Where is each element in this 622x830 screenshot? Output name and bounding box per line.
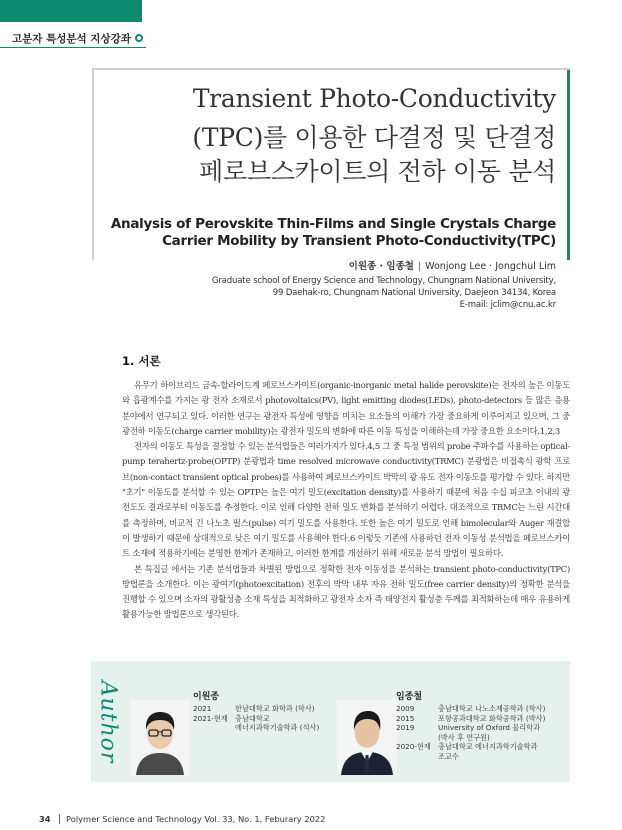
subtitle-line-2: Carrier Mobility by Transient Photo-Conductivity(TPC) — [162, 233, 556, 249]
cv-text: (박사 후 연구원) — [438, 732, 490, 742]
author-photo-1 — [130, 700, 190, 775]
affiliation-line-1: Graduate school of Energy Science and Technology, Chungnam National University, — [211, 276, 556, 286]
cv-year — [396, 733, 438, 743]
footer-divider — [59, 814, 61, 824]
author-1-name: 이원종 — [193, 692, 220, 702]
paragraph: 본 특집글 에서는 기존 분석법들과 차별된 방법으로 정확한 전자 이동성을 분석하는 transient photo-conductivity(TPC) 방법론을 소개한다. 이는 광여기(photoexcitation) 전후의 박막 내부 자유 전하 밀도(free carrier density)의 정확한 분석을 진행할 수 있으며 소자의 광활성층 소재 특성을 최적화하고 광전자 소자 즉 태양전지 활성층 두께를 최적화하는데 매우 유용하게 활용가능한 방법론으로 생각된다. — [122, 563, 570, 620]
author-names-english: Wonjong Lee · Jongchul Lim — [425, 261, 556, 272]
series-header — [0, 28, 143, 48]
cv-row — [396, 723, 545, 733]
cv-text: 충남대학교 나노소재공학과 (학사) — [438, 704, 546, 713]
author-names-korean: 이원종 · 임종철 — [348, 261, 414, 272]
cv-year: 2019 — [396, 723, 415, 733]
cv-year: 2021 — [193, 704, 212, 713]
subtitle-line-1: Analysis of Perovskite Thin-Films and Single Crystals Charge — [110, 216, 556, 232]
title-korean-line-2: 페로브스카이트의 전하 이동 분석 — [199, 157, 556, 186]
paragraph: 전자의 이동도 특성을 결정할 수 있는 분석법들은 여러가지가 있다.4,5 그 중 특정 범위의 probe 주파수를 사용하는 optical-pump terahertz-probe(OPTP) 분광법과 time resolved microwave conductivity(TRMC) 분광법은 비접촉식 광학 프로브(non-contact transient optical probes)를 사용하여 페로브스카이트 박막의 광 유도 전자 이동도를 평가할 수 있다. 하지만 "초기" 이동도를 분석할 수 있는 OPTP는 높은 여기 밀도(excitation density)를 사용하기 때문에 처음 수십 피코초 이내의 광 전도도 결과로부터 이동도를 추정한다. 이로 인해 다양한 전하 밀도 변화를 분석하기 어렵다. 대조적으로 TRMC는 느린 시간대를 측정하며, 비교적 긴 나노초 펄스(pulse) 여기 밀도를 사용한다. 또한 높은 여기 밀도로 인해 bimolecular와 Auger 재결합이 발생하기 때문에 상대적으로 낮은 여기 밀도를 사용해야 한다.6 이렇듯 기존에 사용하던 전자 이동성 분석법을 페로브스카이트 소재에 적용하기에는 분명한 한계가 존재하고, 이러한 한계를 개선하기 위해 새로운 분석 방법이 필요하다. — [122, 441, 570, 559]
cv-row — [396, 733, 545, 743]
cv-year: 2009 — [396, 704, 415, 713]
person-photo-icon — [130, 700, 190, 775]
series-label: 고분자 특성분석 지상강좌 — [12, 32, 131, 45]
cv-text: University of Oxford 물리학과 — [438, 723, 541, 733]
cv-row — [193, 723, 319, 733]
cv-year: 2015 — [396, 713, 415, 723]
journal-info: Polymer Science and Technology Vol. 33, No. 1, Feburary 2022 — [66, 814, 326, 824]
cv-row — [193, 704, 319, 714]
affiliation-line-2: 99 Daehak-ro, Chungnam National University, Daejeon 34134, Korea — [272, 288, 556, 298]
cv-text: 충남대학교 — [235, 713, 270, 723]
circle-icon — [135, 34, 143, 42]
author-photo-2 — [337, 700, 397, 775]
author-2-cv — [396, 704, 545, 762]
author-names — [349, 258, 556, 272]
cv-row — [396, 714, 545, 724]
cv-row — [396, 704, 545, 714]
cv-text: 충남대학교 에너지과학기술학과 — [438, 742, 538, 752]
author-2-name: 임종철 — [396, 692, 423, 702]
author-separator: | — [417, 261, 422, 272]
page-footer — [39, 814, 325, 824]
cv-year — [193, 723, 235, 733]
cv-row — [396, 742, 545, 752]
title-accent-bar — [567, 70, 570, 260]
cv-text: 조교수 — [438, 751, 459, 761]
cv-text: 포항공과대학교 화학공학과 (박사) — [438, 713, 546, 723]
section-heading: 1. 서론 — [122, 354, 161, 368]
author-label-text: Author — [95, 680, 121, 764]
header-divider — [0, 47, 146, 48]
title-english-line: Transient Photo-Conductivity — [192, 84, 556, 113]
body-text — [122, 378, 570, 623]
paragraph: 유무기 하이브리드 금속-할라이드계 페로브스카이트(organic-inorganic metal halide perovskite)는 전자의 높은 이동도와 흡광계수를 가지는 광 전자 소재로서 photovoltaics(PV), light emitting diodes(LEDs), photo-detectors 등 많은 응용분야에서 연구되고 있다. 이러한 연구는 광전자 특성에 영향을 미치는 요소들의 이해가 가장 중요하게 이루어지고 있으며, 그 중 광전하 이동도(charge carrier mobility)는 광전자 밀도의 변화에 따른 이동 특성을 이해하는데 가장 중요한 요소이다.1,2,3 — [122, 380, 570, 436]
title-korean-line-1: (TPC)를 이용한 다결정 및 단결정 — [192, 123, 556, 152]
cv-row — [396, 752, 545, 762]
page-number: 34 — [39, 814, 51, 824]
author-email: E-mail: jclim@cnu.ac.kr — [459, 300, 556, 310]
cv-text: 에너지과학기술학과 (석사) — [235, 723, 320, 733]
person-photo-icon — [337, 700, 397, 775]
cv-year — [396, 752, 438, 762]
header-tab — [0, 0, 142, 22]
cv-text: 한남대학교 화학과 (학사) — [235, 704, 315, 713]
author-box-label — [93, 667, 123, 777]
author-1-cv — [193, 704, 319, 733]
cv-year: 2020-현재 — [396, 742, 431, 752]
cv-year: 2021-현재 — [193, 713, 228, 723]
cv-row — [193, 714, 319, 724]
